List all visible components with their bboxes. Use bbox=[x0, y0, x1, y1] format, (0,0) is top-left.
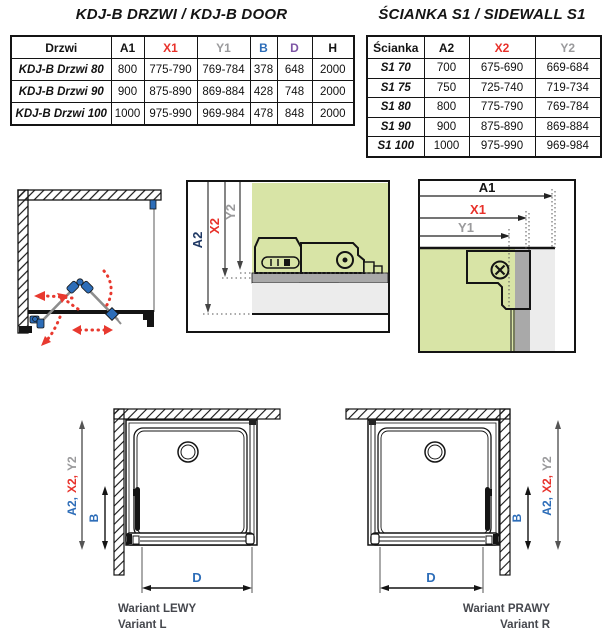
dim-b-label: B bbox=[510, 513, 524, 523]
cell: 719-734 bbox=[535, 78, 601, 98]
door-spec-table bbox=[10, 35, 355, 126]
corner-bracket-icon bbox=[249, 419, 256, 425]
door-col-y1: Y1 bbox=[197, 36, 250, 59]
cell: 975-990 bbox=[469, 137, 535, 157]
dim-a1-label: A1 bbox=[478, 180, 496, 195]
cell: 700 bbox=[424, 59, 469, 79]
table-row bbox=[367, 117, 601, 137]
cell: 2000 bbox=[312, 81, 354, 103]
sidewall-spec-table bbox=[366, 35, 602, 158]
dim-y2-part: Y2 bbox=[540, 456, 554, 471]
cell: 725-740 bbox=[469, 78, 535, 98]
variant-left-diagram bbox=[60, 400, 300, 600]
variant-right-caption bbox=[400, 601, 550, 633]
cell: 378 bbox=[250, 59, 277, 81]
hatch-wall-top bbox=[18, 190, 161, 200]
cell: 800 bbox=[424, 98, 469, 118]
dim-d-label: D bbox=[192, 570, 202, 585]
wall-bracket-icon bbox=[150, 200, 156, 209]
dim-a2-label: A2 bbox=[190, 231, 205, 249]
dim-x1-label: X1 bbox=[470, 202, 486, 217]
cell: 869-884 bbox=[197, 81, 250, 103]
fold-door-plan-diagram bbox=[10, 178, 172, 350]
hatch-wall-left bbox=[114, 409, 124, 575]
cell: 1000 bbox=[424, 137, 469, 157]
wall-profile-section-diagram bbox=[415, 176, 611, 356]
caption-line: Wariant LEWY bbox=[118, 603, 197, 615]
table-row bbox=[11, 59, 354, 81]
wall-strip bbox=[530, 249, 555, 351]
cell: 869-884 bbox=[535, 117, 601, 137]
cell: 769-784 bbox=[535, 98, 601, 118]
hinge-icon bbox=[66, 279, 94, 294]
cell: 775-790 bbox=[144, 59, 197, 81]
cell: 800 bbox=[111, 59, 144, 81]
cell: 648 bbox=[277, 59, 312, 81]
dim-x2-part: X2, bbox=[540, 474, 554, 494]
caption-line: Variant R bbox=[500, 619, 550, 631]
cell: 769-784 bbox=[197, 59, 250, 81]
dim-a2-part: A2, bbox=[65, 497, 79, 516]
wall-profile-strip bbox=[515, 250, 530, 351]
caption-line: Variant L bbox=[118, 619, 167, 631]
hinge-icon bbox=[486, 536, 492, 544]
door-table-title: KDJ-B DRZWI / KDJ-B DOOR bbox=[75, 6, 288, 23]
cell: 875-890 bbox=[144, 81, 197, 103]
table-row bbox=[367, 98, 601, 118]
dim-a2x2y2-label bbox=[540, 456, 554, 516]
door-rail bbox=[126, 533, 254, 545]
cell: 1000 bbox=[111, 103, 144, 126]
door-col-d: D bbox=[277, 36, 312, 59]
side-col-x2: X2 bbox=[469, 36, 535, 59]
side-row-name: S1 80 bbox=[367, 98, 424, 118]
drain-icon bbox=[425, 442, 445, 462]
caption-line: Wariant PRAWY bbox=[462, 603, 550, 615]
table-row bbox=[367, 137, 601, 157]
profile-band bbox=[252, 273, 388, 283]
door-table-header-row bbox=[11, 36, 354, 59]
dim-y2-part: Y2 bbox=[65, 456, 79, 471]
cell: 969-984 bbox=[197, 103, 250, 126]
rail-end-cap bbox=[371, 534, 379, 544]
hatch-wall-top bbox=[346, 409, 510, 419]
table-row bbox=[11, 81, 354, 103]
dim-x2-label: X2 bbox=[207, 218, 222, 234]
wall-band bbox=[252, 283, 388, 314]
cell: 2000 bbox=[312, 103, 354, 126]
dim-y1-label: Y1 bbox=[458, 220, 474, 235]
rail-end-cap bbox=[246, 534, 254, 544]
cell: 969-984 bbox=[535, 137, 601, 157]
hatch-wall-top bbox=[114, 409, 280, 419]
door-col-b: B bbox=[250, 36, 277, 59]
hinge-icon bbox=[493, 534, 498, 544]
cell: 975-990 bbox=[144, 103, 197, 126]
cell: 669-684 bbox=[535, 59, 601, 79]
hatch-wall-left bbox=[18, 190, 28, 333]
hinge-icon bbox=[133, 536, 139, 544]
dim-d-label: D bbox=[426, 570, 436, 585]
door-row-name: KDJ-B Drzwi 90 bbox=[11, 81, 111, 103]
screw-icon bbox=[492, 262, 509, 279]
sidewall-table-title: ŚCIANKA S1 / SIDEWALL S1 bbox=[378, 6, 586, 23]
dim-a2x2y2-label bbox=[65, 456, 79, 516]
side-row-name: S1 100 bbox=[367, 137, 424, 157]
dim-a2-part: A2, bbox=[540, 497, 554, 516]
corner-foot-right bbox=[143, 314, 154, 327]
cell: 900 bbox=[424, 117, 469, 137]
corner-bracket-icon bbox=[369, 419, 376, 425]
cell: 478 bbox=[250, 103, 277, 126]
side-row-name: S1 70 bbox=[367, 59, 424, 79]
dim-b-label: B bbox=[87, 513, 101, 523]
table-row bbox=[367, 78, 601, 98]
dim-y2-label: Y2 bbox=[223, 204, 238, 220]
cell: 750 bbox=[424, 78, 469, 98]
cell: 675-690 bbox=[469, 59, 535, 79]
cell: 875-890 bbox=[469, 117, 535, 137]
cell: 428 bbox=[250, 81, 277, 103]
drain-icon bbox=[178, 442, 198, 462]
door-col-drzwi: Drzwi bbox=[11, 36, 111, 59]
door-rail bbox=[371, 533, 499, 545]
door-col-x1: X1 bbox=[144, 36, 197, 59]
side-row-name: S1 90 bbox=[367, 117, 424, 137]
table-row bbox=[11, 103, 354, 126]
corner-foot-left bbox=[19, 326, 32, 333]
hinge-icon bbox=[127, 534, 132, 544]
door-col-h: H bbox=[312, 36, 354, 59]
sidewall-section-diagram bbox=[185, 178, 392, 336]
door-col-a1: A1 bbox=[111, 36, 144, 59]
variant-right-diagram bbox=[336, 400, 572, 600]
side-row-name: S1 75 bbox=[367, 78, 424, 98]
variant-left-caption bbox=[118, 601, 196, 633]
cell: 775-790 bbox=[469, 98, 535, 118]
hatch-wall-right bbox=[500, 409, 510, 575]
door-panel-stub bbox=[115, 317, 121, 324]
door-row-name: KDJ-B Drzwi 100 bbox=[11, 103, 111, 126]
hinge-icon bbox=[30, 316, 44, 328]
screw-icon bbox=[337, 252, 353, 268]
door-row-name: KDJ-B Drzwi 80 bbox=[11, 59, 111, 81]
slot-icon bbox=[262, 257, 299, 268]
cell: 848 bbox=[277, 103, 312, 126]
side-col-scianka: Ścianka bbox=[367, 36, 424, 59]
sidewall-table-header-row bbox=[367, 36, 601, 59]
side-col-a2: A2 bbox=[424, 36, 469, 59]
dim-x2-part: X2, bbox=[65, 474, 79, 494]
table-row bbox=[367, 59, 601, 79]
cell: 2000 bbox=[312, 59, 354, 81]
cell: 748 bbox=[277, 81, 312, 103]
side-col-y2: Y2 bbox=[535, 36, 601, 59]
cell: 900 bbox=[111, 81, 144, 103]
